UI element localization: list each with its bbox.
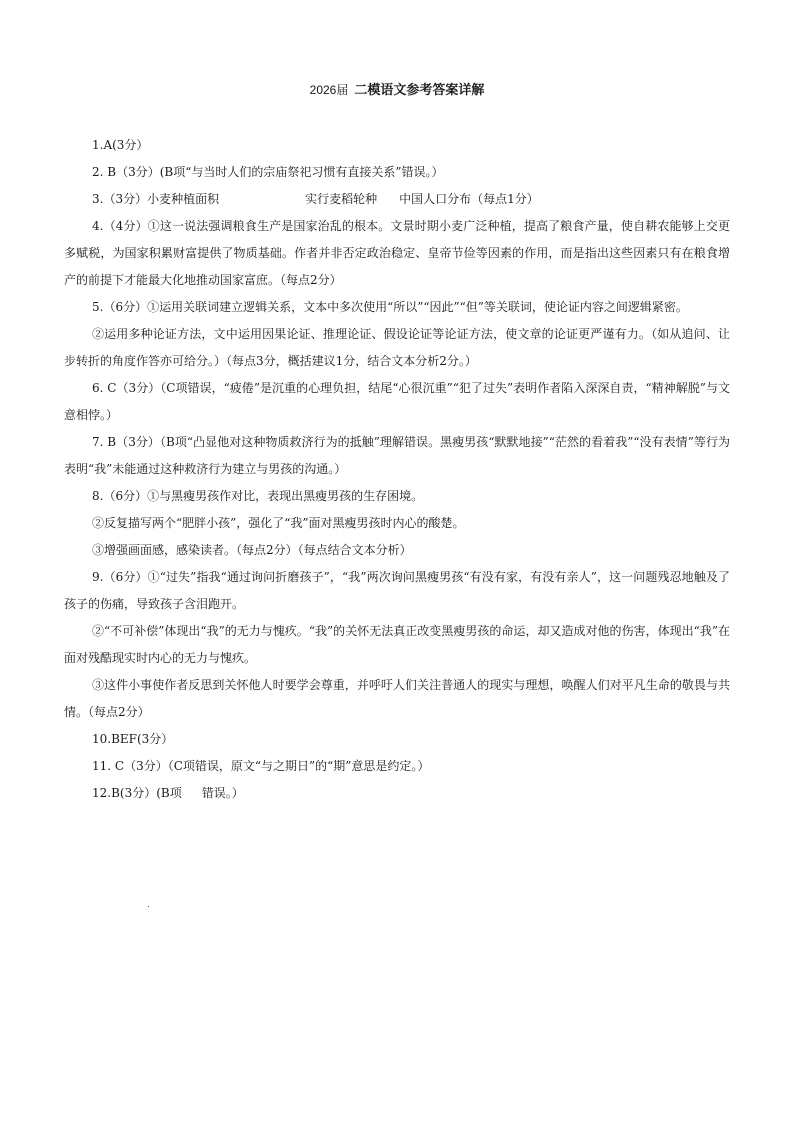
- answer-5-point-2: ②运用多种论证方法，文中运用因果论证、推理论证、假设论证等论证方法，使文章的论证更严谨有力。（如从追问、让步转折的角度作答亦可给分。）（每点3分，概括建议1分，结合文本分析2分。）: [64, 327, 730, 368]
- answer-12: [64, 780, 730, 807]
- answer-12-prefix: 12.B(3分）(B项: [92, 786, 182, 800]
- answer-4: 4.（4分）①这一说法强调粮食生产是国家治乱的根本。文景时期小麦广泛种植，提高了粮食产量，使自耕农能够上交更多赋税，为国家积累财富提供了物质基础。作者并非否定政治稳定、皇帝节俭等因素的作用，而是指出这些因素只有在粮食增产的前提下才能最大化地推动国家富庶。（每点2分）: [64, 219, 730, 287]
- answer-12-suffix: 错误。）: [201, 786, 244, 800]
- answer-3: [64, 186, 730, 213]
- answer-8-point-3: ③增强画面感，感染读者。（每点2分）（每点结合文本分析）: [92, 543, 412, 557]
- answer-3-item-3: 中国人口分布（每点1分）: [399, 192, 539, 206]
- title-text: 二模语文参考答案详解: [354, 83, 485, 98]
- answer-6: 6. C（3分）（C项错误，“疲倦”是沉重的心理负担，结尾“心很沉重”“犯了过失”表明作者陷入深深自责，“精神解脱”与文意相悖。）: [64, 381, 730, 422]
- answer-10: 10.BEF(3分）: [92, 732, 174, 746]
- answer-2: 2. B（3分）(B项“与当时人们的宗庙祭祀习惯有直接关系”错误。）: [92, 165, 444, 179]
- answer-7: 7. B（3分）（B项“凸显他对这种物质救济行为的抵触”理解错误。黑瘦男孩“默默地接”“茫然的看着我”“没有表情”等行为表明“我”未能通过这种救济行为建立与男孩的沟通。）: [64, 435, 730, 476]
- answer-1: 1.A(3分）: [92, 138, 149, 152]
- answer-5-point-1: 5.（6分）①运用关联词建立逻辑关系，文本中多次使用“所以”“因此”“但”等关联词，使论证内容之间逻辑紧密。: [92, 300, 688, 314]
- answer-9-point-1: 9.（6分）①“过失”指我“通过询问折磨孩子”，“我”两次询问黑瘦男孩“有没有家，有没有亲人”，这一问题残忍地触及了孩子的伤痛，导致孩子含泪跑开。: [64, 570, 730, 611]
- page-title: [0, 80, 794, 101]
- stray-dot: [148, 906, 149, 907]
- exam-year: 2026届: [309, 83, 349, 97]
- answer-3-item-1: 3.（3分）小麦种植面积: [92, 192, 220, 206]
- answer-9-point-2: ②“不可补偿”体现出“我”的无力与愧疚。“我”的关怀无法真正改变黑瘦男孩的命运，却又造成对他的伤害，体现出“我”在面对残酷现实时内心的无力与愧疚。: [64, 624, 730, 665]
- answer-list: [64, 132, 730, 807]
- answer-8-point-2: ②反复描写两个“肥胖小孩”，强化了“我”面对黑瘦男孩时内心的酸楚。: [92, 516, 465, 530]
- answer-8-point-1: 8.（6分）①与黑瘦男孩作对比，表现出黑瘦男孩的生存困境。: [92, 489, 424, 503]
- answer-11: 11. C（3分）（C项错误，原文“与之期日”的“期”意思是约定。）: [92, 759, 430, 773]
- answer-9-point-3: ③这件小事使作者反思到关怀他人时要学会尊重，并呼吁人们关注普通人的现实与理想，唤醒人们对平凡生命的敬畏与共情。（每点2分）: [64, 678, 730, 719]
- answer-3-item-2: 实行麦稻轮种: [305, 192, 378, 206]
